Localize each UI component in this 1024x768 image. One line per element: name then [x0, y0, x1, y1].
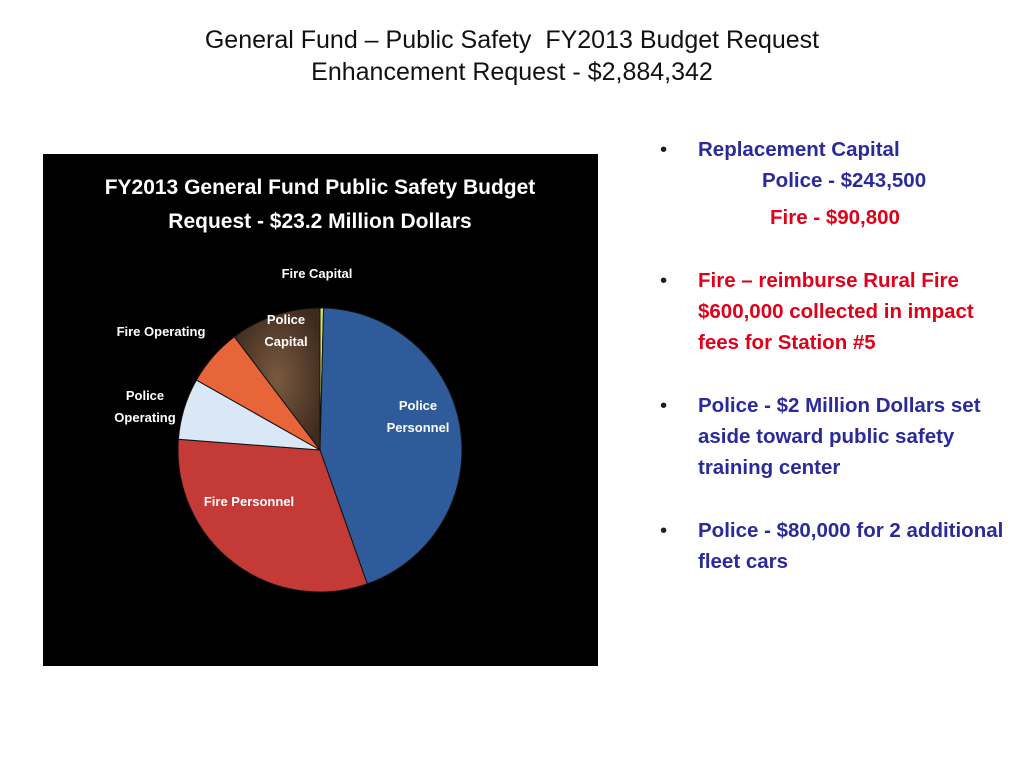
bullet-rural-fire [660, 265, 1010, 358]
bullet-text: Replacement Capital [698, 138, 900, 161]
bullet-text: Police - $80,000 for 2 additional fleet cars [698, 519, 1004, 573]
slice-label-fire-personnel: Fire Personnel [203, 494, 295, 509]
bullet-text: Fire – reimburse Rural Fire $600,000 collected in impact fees for Station #5 [698, 269, 974, 354]
bullet-text: Police - $2 Million Dollars set aside toward public safety training center [698, 394, 981, 479]
bullet-dot: • [660, 394, 668, 417]
bullet-dot: • [660, 519, 668, 542]
slice-label-police-personnel: Police Personnel [386, 398, 450, 435]
slice-label-fire-capital: Fire Capital [281, 266, 353, 281]
slice-label-fire-operating: Fire Operating [116, 324, 206, 339]
bullet-subtext: Fire - $90,800 [770, 206, 900, 229]
bullet-subtext: Police - $243,500 [762, 169, 927, 192]
slice-label-police-operating: Police Operating [114, 388, 176, 425]
slice-label-police-capital: Police Capital [264, 312, 308, 349]
chart-title-line1: FY2013 General Fund Public Safety Budget [104, 176, 536, 199]
bullet-training-center [660, 390, 1010, 483]
slide-title-line2: Enhancement Request - $2,884,342 [311, 58, 713, 86]
bullet-dot: • [660, 138, 668, 161]
bullet-replacement-capital [660, 134, 1010, 233]
pie-chart-panel [43, 154, 598, 666]
chart-title-line2: Request - $23.2 Million Dollars [168, 210, 472, 233]
pie-chart [43, 154, 598, 666]
bullet-fleet-cars [660, 515, 1010, 577]
bullet-dot: • [660, 269, 668, 292]
slide-title [0, 24, 1024, 88]
bullet-list [660, 134, 1010, 609]
slide-title-line1: General Fund – Public Safety FY2013 Budget Request [204, 26, 820, 54]
